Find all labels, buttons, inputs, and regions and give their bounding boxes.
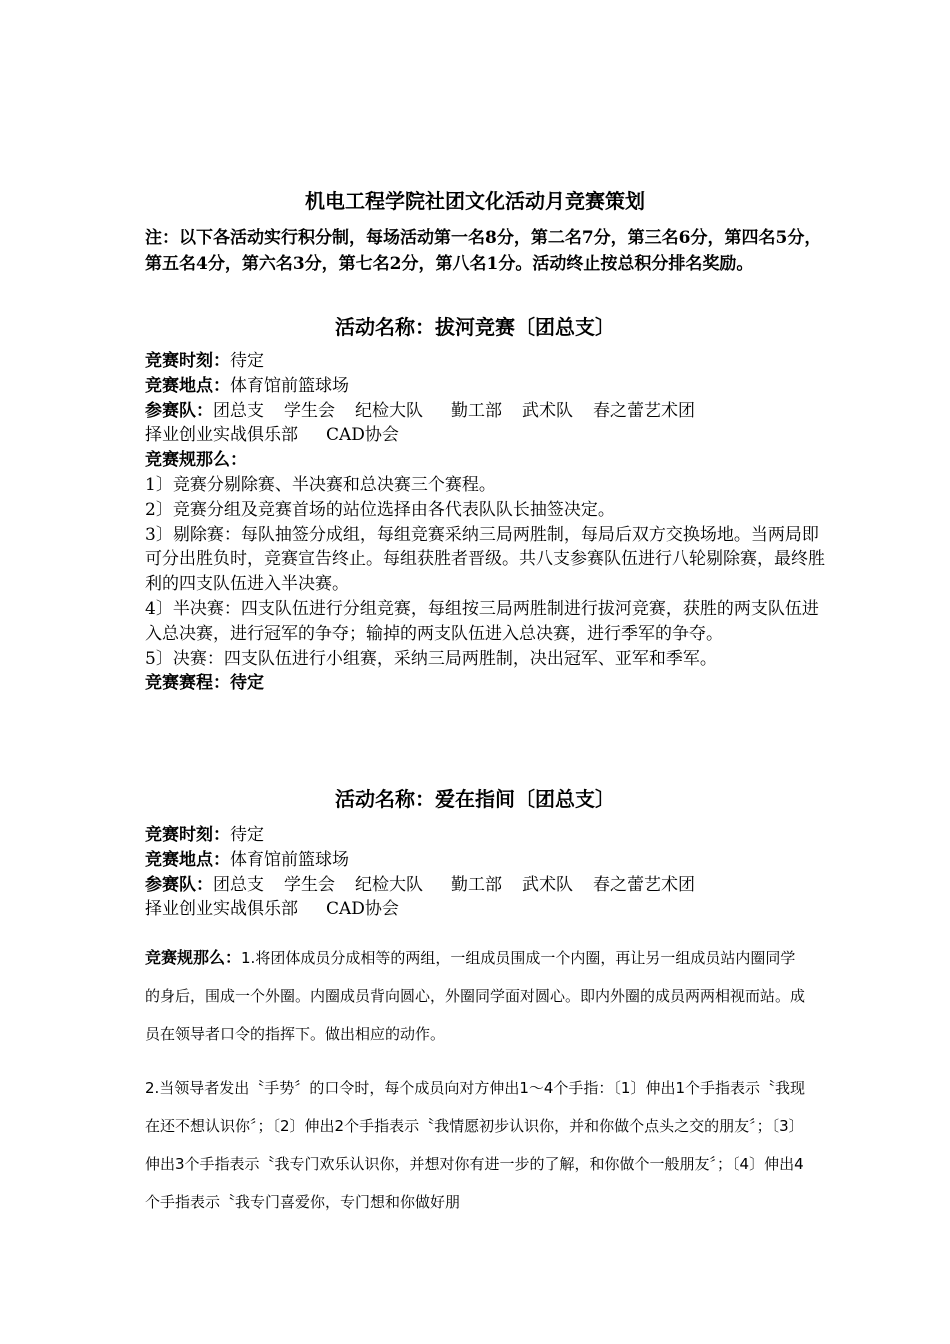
team: 择业创业实战俱乐部 <box>145 899 298 920</box>
activity1-details <box>145 349 825 696</box>
activity1-schedule: 竞赛赛程：待定 <box>145 673 264 694</box>
team: 学生会 <box>284 874 335 895</box>
activity1-rules-label: 竞赛规那么： <box>145 450 247 471</box>
rule-item: 5〕决赛：四支队伍进行小组赛，采纳三局两胜制，决出冠军、亚军和季军。 <box>145 648 717 669</box>
place-label: 竞赛地点： <box>145 375 230 396</box>
activity2-place <box>145 848 825 873</box>
activity2-time <box>145 823 825 848</box>
team: 团总支 <box>213 874 264 895</box>
team: 学生会 <box>284 400 335 421</box>
activity2-teams <box>145 873 825 898</box>
activity2-teams-cont <box>145 897 825 922</box>
activity1-time <box>145 349 825 374</box>
activity2-title: 活动名称：爱在指间〔团总支〕 <box>335 787 615 811</box>
team: 勤工部 <box>451 400 502 421</box>
scoring-note: 注：以下各活动实行积分制，每场活动第一名8分，第二名7分，第三名6分，第四名5分，第五名4分，第六名3分，第七名2分，第八名1分。活动终止按总积分排名奖励。 <box>145 228 822 274</box>
rules-label: 竞赛规那么： <box>145 948 242 967</box>
place-value: 体育馆前篮球场 <box>230 375 349 396</box>
time-value: 待定 <box>230 351 264 371</box>
team: 勤工部 <box>451 874 502 895</box>
activity1-place <box>145 374 825 399</box>
activity2-rules <box>145 939 810 1221</box>
team: CAD协会 <box>326 899 399 920</box>
place-value: 体育馆前篮球场 <box>230 849 349 870</box>
time-value: 待定 <box>230 825 264 845</box>
activity1-title: 活动名称：拔河竞赛〔团总支〕 <box>335 315 615 339</box>
rule-item: 4〕半决赛：四支队伍进行分组竞赛，每组按三局两胜制进行拔河竞赛，获胜的两支队伍进入总决赛，进行冠军的争夺；输掉的两支队伍进入总决赛，进行季军的争夺。 <box>145 598 819 644</box>
team: 纪检大队 <box>355 400 423 421</box>
rule-item: 2〕竞赛分组及竞赛首场的站位选择由各代表队队长抽签决定。 <box>145 499 615 520</box>
place-label: 竞赛地点： <box>145 849 230 870</box>
team: 春之蕾艺术团 <box>593 400 695 421</box>
teams-label: 参赛队： <box>145 400 213 421</box>
activity2-rules-p1 <box>145 939 810 1053</box>
time-label: 竞赛时刻： <box>145 825 230 845</box>
team: 团总支 <box>213 400 264 421</box>
teams-label: 参赛队： <box>145 874 213 895</box>
team: 武术队 <box>522 400 573 421</box>
document-title: 机电工程学院社团文化活动月竞赛策划 <box>305 189 645 213</box>
team: 武术队 <box>522 874 573 895</box>
rule-item: 1〕竞赛分剔除赛、半决赛和总决赛三个赛程。 <box>145 474 496 495</box>
activity2-rules-p2: 2.当领导者发出〝手势〞的口令时，每个成员向对方伸出1～4个手指：〔1〕伸出1个手指表示〝我现在还不想认识你〞；〔2〕伸出2个手指表示〝我情愿初步认识你，并和你做个点头之交的朋友〞；〔3〕伸出3个手指表示〝我专门欢乐认识你，并想对你有进一步的了解，和你做个一般朋友〞；〔4〕伸出4个手指表示〝我专门喜爱你，专门想和你做好朋 <box>145 1079 805 1211</box>
activity1-teams <box>145 399 825 424</box>
rules-text-1: 1.将团体成员分成相等的两组，一组成员围成一个内圈，再让另一组成员站内圈同学的身后，围成一个外圈。内圈成员背向圆心，外圈同学面对圆心。即内外圈的成员两两相视而站。成员在领导者口令的指挥下。做出相应的动作。 <box>145 949 806 1043</box>
time-label: 竞赛时刻： <box>145 351 230 371</box>
activity2-details <box>145 823 825 922</box>
team: 纪检大队 <box>355 874 423 895</box>
rule-item: 3〕剔除赛：每队抽签分成组，每组竞赛采纳三局两胜制，每局后双方交换场地。当两局即可分出胜负时，竞赛宣告终止。每组获胜者晋级。共八支参赛队伍进行八轮剔除赛，最终胜利的四支队伍进入半决赛。 <box>145 524 825 595</box>
team: 择业创业实战俱乐部 <box>145 425 298 446</box>
team: 春之蕾艺术团 <box>593 874 695 895</box>
team: CAD协会 <box>326 425 399 446</box>
activity1-teams-cont <box>145 423 825 448</box>
